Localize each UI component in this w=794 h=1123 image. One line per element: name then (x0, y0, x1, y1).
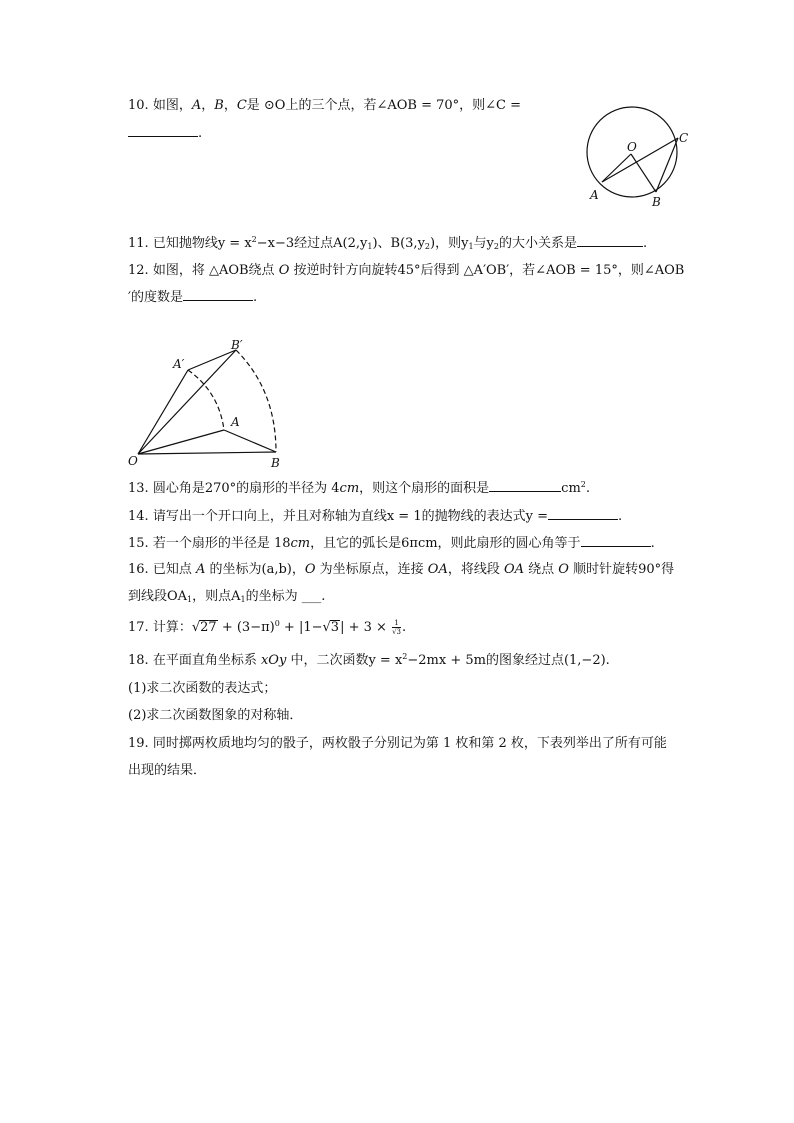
segment-ob-prime (138, 350, 236, 454)
circle-figure (578, 104, 698, 212)
segment-ab (224, 430, 276, 452)
label-o: O (627, 140, 637, 154)
label-a-prime: A′ (173, 357, 185, 371)
segment-oa (138, 430, 224, 454)
label-b-prime: B′ (231, 338, 243, 352)
question-15: 15. 若一个扇形的半径是 18cm，且它的弧长是6πcm，则此扇形的圆心角等于 . (128, 536, 655, 551)
question-11: 11. 已知抛物线$y = x^2-x-3$经过点$A(2,y_1)$、$B(3,y_2)$，则$y_1$与$y_2$的大小关系是 . (128, 235, 648, 251)
fraction: $\frac{1}{√3}$ (392, 619, 401, 636)
answer-blank[interactable] (489, 479, 561, 492)
question-18-part-2: (2)求二次函数图象的对称轴． (128, 708, 303, 723)
question-number: 16. (128, 562, 149, 577)
question-16: 16. 已知点 A 的坐标为(a,b)，O 为坐标原点，连接 OA，将线段 OA 绕点 O 顺时针旋转90°得 (128, 562, 675, 577)
segment-a-prime-b-prime (188, 350, 236, 370)
question-number: 17. (128, 620, 149, 635)
question-19: 19. 同时掷两枚质地均匀的骰子，两枚骰子分别记为第 1 枚和第 2 枚，下表列举出了所有可能 (128, 736, 667, 751)
label-b: B (271, 456, 280, 470)
question-12: 12. 如图，将 △AOB绕点 O 按逆时针方向旋转45°后得到 △A′OB′，若∠AOB = 15°，则∠AOB (128, 263, 685, 278)
label-b: B (652, 195, 661, 209)
question-17: 17. 计算：$√27 + (3-\pi)^0 + |1-√3| + 3$ × $\frac{1}{√3}$ . (128, 619, 407, 636)
question-12-line2: ′的度数是 . (128, 290, 258, 305)
label-a: A (231, 415, 240, 429)
segment-ac (602, 138, 678, 182)
segment-oa-prime (138, 370, 188, 454)
question-number: 12. (128, 263, 149, 278)
arc-a-a-prime (188, 370, 224, 430)
question-19-line2: 出现的结果． (128, 763, 207, 778)
answer-blank[interactable] (183, 288, 253, 301)
rotation-figure (124, 334, 294, 472)
question-16-line2: 到线段$OA_1$，则点$A_1$的坐标为 ___. (128, 589, 326, 604)
segment-ob (138, 452, 276, 454)
question-18-part-1: (1)求二次函数的表达式； (128, 681, 277, 696)
answer-blank[interactable] (581, 534, 651, 547)
label-o: O (128, 454, 138, 468)
question-number: 10. (128, 98, 149, 113)
sqrt-sign: √ (191, 620, 201, 635)
arc-b-b-prime (236, 350, 276, 452)
question-number: 15. (128, 536, 149, 551)
answer-blank[interactable] (128, 124, 198, 137)
question-number: 18. (128, 653, 149, 668)
question-number: 13. (128, 481, 149, 496)
label-a: A (590, 188, 599, 202)
question-number: 19. (128, 736, 149, 751)
label-c: C (679, 131, 689, 145)
question-10: 10. 如图，A，B，C是 ⊙O上的三个点，若∠AOB = 70°，则∠C = (128, 98, 522, 113)
question-10-answer-line: . (128, 124, 202, 143)
question-13: 13. 圆心角是270°的扇形的半径为 4cm，则这个扇形的面积是 $cm^2$. (128, 480, 591, 496)
question-number: 11. (128, 236, 149, 251)
question-18: 18. 在平面直角坐标系 xOy 中，二次函数$y = x^2-2mx + 5m$的图象经过点(1,−2). (128, 652, 610, 668)
answer-blank[interactable] (548, 507, 618, 520)
question-14: 14. 请写出一个开口向上，并且对称轴为直线x = 1的抛物线的表达式y = . (128, 509, 623, 524)
sqrt-sign: √ (322, 620, 331, 635)
question-number: 14. (128, 509, 149, 524)
segment-ob (631, 154, 656, 192)
answer-blank[interactable] (577, 234, 643, 247)
